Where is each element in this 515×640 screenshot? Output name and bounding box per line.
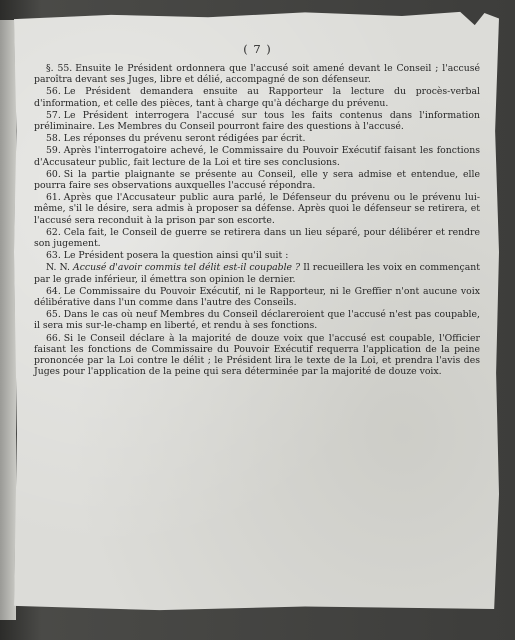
article-number: 58. xyxy=(46,133,61,145)
paragraph-66 xyxy=(34,333,480,378)
article-number: 64. xyxy=(46,285,61,297)
question-formula: Accusé d'avoir commis tel délit est-il coupable ? xyxy=(73,262,301,274)
article-text: Si la partie plaignante se présente au Conseil, elle y sera admise et entendue, elle pourra faire ses observations auxquelles l'accusé répondra. xyxy=(34,168,480,192)
article-number: 59. xyxy=(46,145,61,157)
paragraph-61 xyxy=(34,192,480,226)
article-number: N. N. xyxy=(46,262,70,274)
article-number: 66. xyxy=(46,332,61,344)
article-text: Après l'interrogatoire achevé, le Commissaire du Pouvoir Exécutif faisant les fonctions d'Accusateur public, fait lecture de la Loi et tire ses conclusions. xyxy=(34,145,480,168)
paragraph-62 xyxy=(34,227,480,249)
article-number: 61. xyxy=(46,192,61,204)
article-number: 63. xyxy=(46,250,61,262)
article-number: 65. xyxy=(46,309,61,321)
article-text: Le Président posera la question ainsi qu'il suit : xyxy=(63,250,289,262)
paragraph-64 xyxy=(34,286,480,308)
article-text: Cela fait, le Conseil de guerre se retirera dans un lieu séparé, pour délibérer et rendre son jugement. xyxy=(34,226,480,250)
article-text: Le Président demandera ensuite au Rapporteur la lecture du procès-verbal d'information, et celle des pièces, tant à charge qu'à décharge du prévenu. xyxy=(34,86,480,109)
article-text: Dans le cas où neuf Membres du Conseil déclareroient que l'accusé n'est pas coupable, il sera mis sur-le-champ en liberté, et rendu à ses fonctions. xyxy=(34,309,480,332)
paragraph-question xyxy=(34,262,480,284)
article-text: Les réponses du prévenu seront rédigées par écrit. xyxy=(63,133,306,145)
article-text: Ensuite le Président ordonnera que l'accusé soit amené devant le Conseil ; l'accusé paroîtra devant ses Juges, libre et délié, accompagné de son défenseur. xyxy=(34,63,480,86)
article-text: Le Commissaire du Pouvoir Exécutif, ni le Rapporteur, ni le Greffier n'ont aucune voix délibérative dans l'un comme dans l'autre des Conseils. xyxy=(34,285,480,309)
article-number: §. 55. xyxy=(46,63,73,74)
page-number: ( 7 ) xyxy=(243,42,272,56)
paragraph-57 xyxy=(34,110,480,132)
article-text: Le Président interrogera l'accusé sur tous les faits contenus dans l'information préliminaire. Les Membres du Conseil pourront faire des questions à l'accusé. xyxy=(34,109,480,133)
facing-page-edge xyxy=(0,20,16,620)
article-number: 60. xyxy=(46,168,61,180)
paragraph-56 xyxy=(34,86,480,108)
paragraph-60 xyxy=(34,169,480,191)
article-number: 62. xyxy=(46,226,61,238)
paragraph-55 xyxy=(34,63,480,85)
article-text: Après que l'Accusateur public aura parlé, le Défenseur du prévenu ou le prévenu lui-même, s'il le désire, sera admis à proposer sa défense. Après quoi le défenseur se retirera, et l'accusé sera reconduit à la prison par son escorte. xyxy=(34,192,480,226)
article-text: Si le Conseil déclare à la majorité de douze voix que l'accusé est coupable, l'Officier faisant les fonctions de Commissaire du Pouvoir Exécutif requerra l'application de la peine prononcée par la Loi contre le délit ; le Président lira le texte de la Loi, et prendra l'avis des Juges pour l'application de la peine qui sera déterminée par la majorité de douze voix. xyxy=(34,332,480,378)
paragraph-58 xyxy=(34,133,480,144)
article-number: 57. xyxy=(46,109,61,121)
paragraph-63 xyxy=(34,250,480,261)
paragraph-59 xyxy=(34,145,480,167)
article-text: Il recueillera les voix en commençant par le grade inférieur, il émettra son opinion le dernier. xyxy=(34,262,480,285)
article-number: 56. xyxy=(46,86,61,98)
paragraph-65 xyxy=(34,309,480,331)
document-body xyxy=(34,63,480,378)
